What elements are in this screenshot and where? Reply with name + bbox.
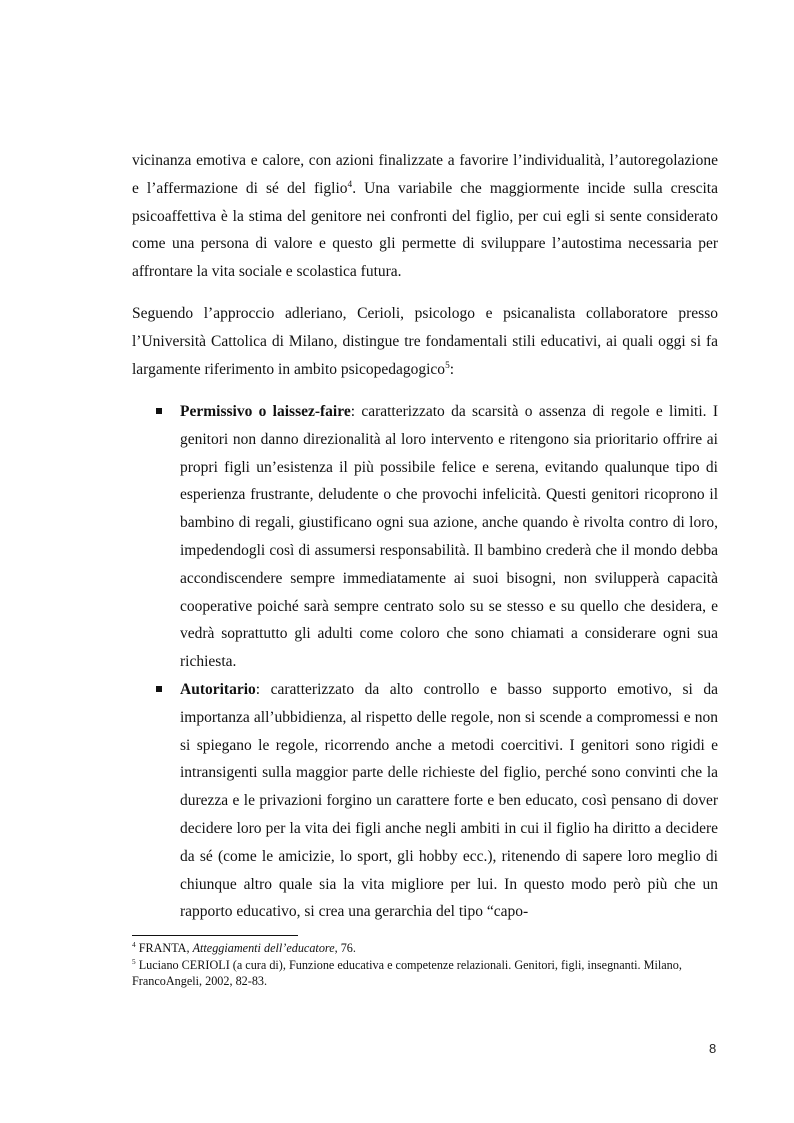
- bullet-text: : caratterizzato da alto controllo e basso supporto emotivo, si da importanza all’ubbidienza, al rispetto delle regole, non si scende a compromessi e non si spiegano le regole, ricorrendo anche a metodi coercitivi. I genitori sono rigidi e intransigenti sulla maggior parte delle richieste del figlio, perché sono convinti che la durezza e le privazioni forgino un carattere forte e ben educato, così pensano di dover decidere loro per la vita dei figli anche negli ambiti in cui il figlio ha diritto a decidere da sé (come le amicizie, lo sport, gli hobby ecc.), ritenendo di sapere loro meglio di chiunque altro quale sia la vita migliore per lui. In questo modo però più che un rapporto educativo, si crea una gerarchia del tipo “capo-: [180, 680, 718, 921]
- footnote-separator: [132, 935, 298, 936]
- footnote: [132, 940, 718, 957]
- bullet-term: Autoritario: [180, 680, 256, 698]
- paragraph-text: . Una variabile che maggiormente incide sulla crescita psicoaffettiva è la stima del genitore nei confronti del figlio, per cui egli si sente considerato come una persona di valore e questo gli permette di sviluppare l’autostima necessaria per affrontare la vita sociale e scolastica futura.: [132, 179, 718, 281]
- footnote-text: Luciano CERIOLI (a cura di), Funzione educativa e competenze relazionali. Genitori, figli, insegnanti. Milano, FrancoAngeli, 2002, 82-83.: [132, 957, 682, 988]
- bullet-text: : caratterizzato da scarsità o assenza di regole e limiti. I genitori non danno direzionalità al loro intervento e ritengono sia prioritario offrire ai propri figli un’esistenza il più possibile felice e serena, evitando qualunque tipo di esperienza frustrante, deludente o che provochi infelicità. Questi genitori ricoprono il bambino di regali, giustificano ogni sua azione, anche quando è rivolta contro di loro, impedendogli così di assumersi responsabilità. Il bambino crederà che il mondo debba accondiscendere sempre immediatamente ai suoi bisogni, non svilupperà capacità cooperative poiché sarà sempre centrato solo su se stesso e su quello che desidera, e vedrà soprattutto gli adulti come coloro che sono chiamati a considerare ogni sua richiesta.: [180, 403, 718, 671]
- footnote-number: 5: [132, 956, 136, 966]
- footnote-number: 4: [132, 939, 136, 949]
- footnote-text: 76.: [337, 941, 356, 955]
- footnote-reference: 4: [347, 179, 353, 190]
- paragraph-text: :: [449, 360, 455, 378]
- footnote: [132, 957, 718, 990]
- paragraph-text: Seguendo l’approccio adleriano, Cerioli, psicologo e psicanalista collaboratore presso l’Università Cattolica di Milano, distingue tre fondamentali stili educativi, ai quali oggi si fa largamente riferimento in ambito psicopedagogico: [132, 305, 718, 378]
- educational-styles-list: [132, 398, 718, 926]
- footnotes: [132, 940, 718, 990]
- footnote-reference: 5: [445, 360, 450, 371]
- square-bullet-icon: [156, 686, 162, 692]
- footnote-title: Atteggiamenti dell’educatore,: [192, 941, 338, 955]
- square-bullet-icon: [156, 408, 162, 414]
- body-paragraph: [132, 300, 718, 383]
- list-item: [132, 676, 718, 926]
- page-number: 8: [709, 1041, 717, 1056]
- footnote-text: FRANTA,: [135, 941, 193, 955]
- paragraph-text: vicinanza emotiva e calore, con azioni finalizzate a favorire l’individualità, l’autoregolazione e l’affermazione di sé del figlio: [132, 152, 718, 197]
- body-paragraph: [132, 147, 718, 286]
- list-item: [132, 398, 718, 676]
- bullet-term: Permissivo o laissez-faire: [180, 403, 351, 420]
